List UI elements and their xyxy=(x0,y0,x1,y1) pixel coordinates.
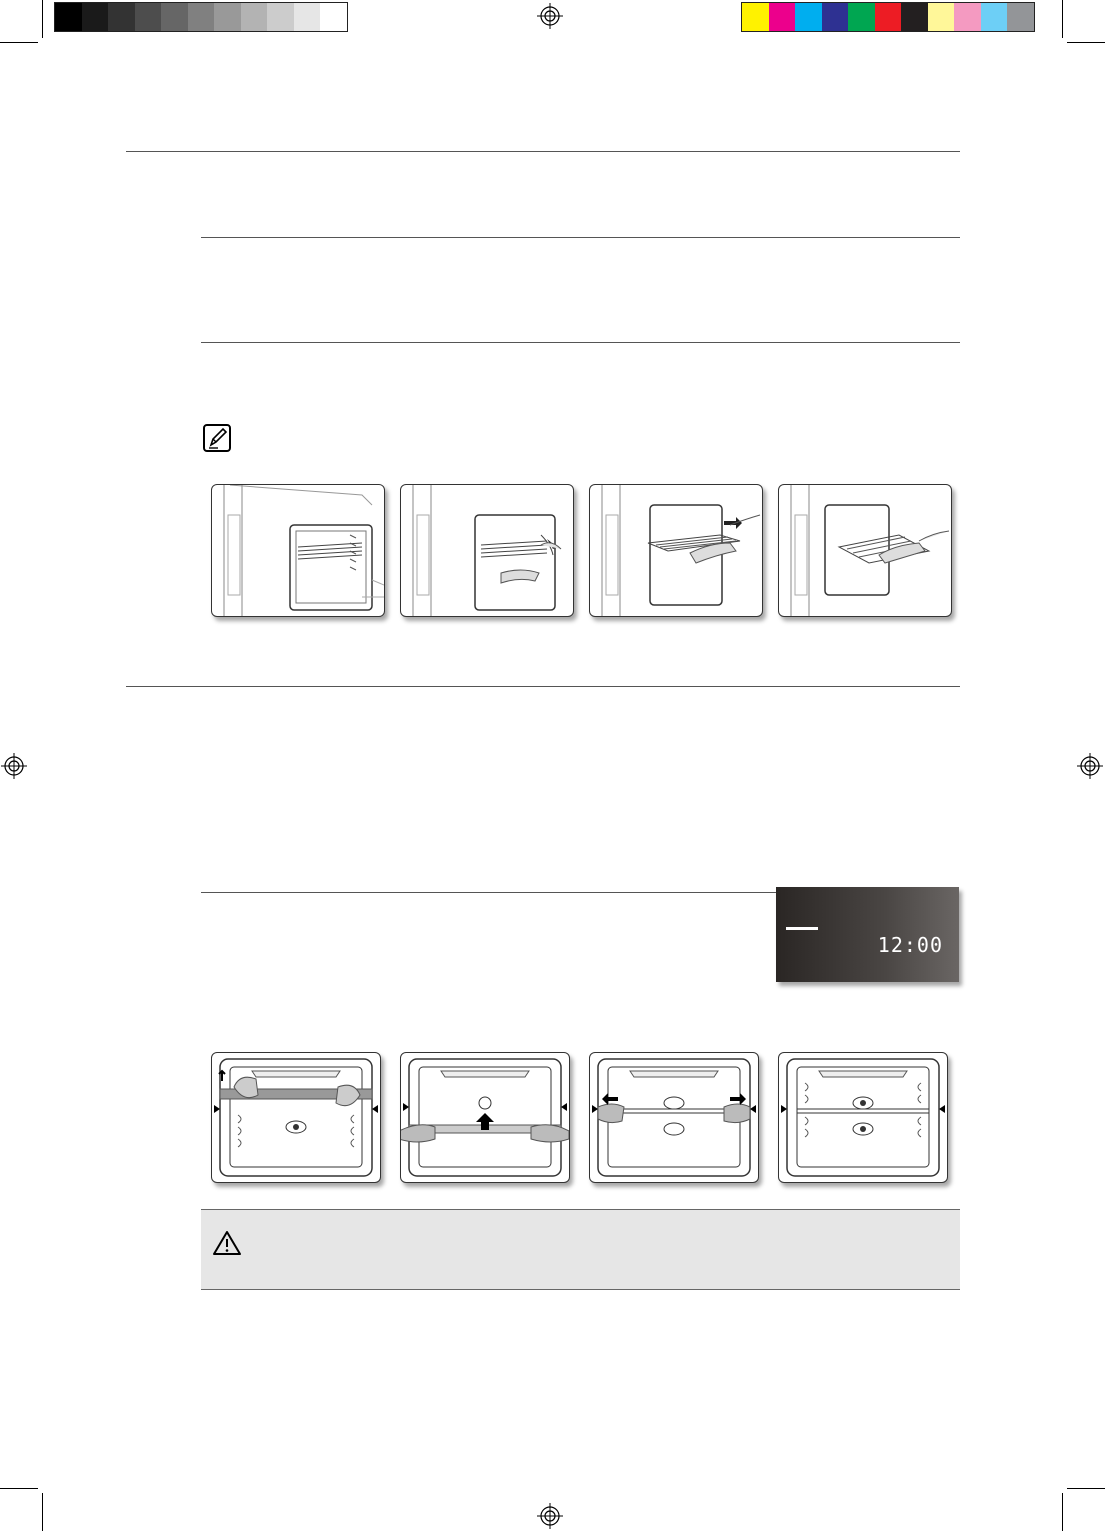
divider-step-1 xyxy=(211,1052,381,1183)
gray-swatch xyxy=(320,3,347,31)
gray-swatch xyxy=(188,3,215,31)
color-swatch xyxy=(981,3,1008,31)
subsection-divider xyxy=(201,892,776,893)
color-swatch xyxy=(742,3,769,31)
color-swatch xyxy=(822,3,849,31)
display-time: 12:00 xyxy=(877,933,943,957)
gray-swatch xyxy=(214,3,241,31)
caution-box xyxy=(201,1209,960,1290)
gray-swatch xyxy=(161,3,188,31)
gray-calibration-bar xyxy=(54,2,348,32)
gray-swatch xyxy=(135,3,162,31)
color-calibration-bar xyxy=(741,2,1035,32)
section-divider xyxy=(126,151,960,152)
rack-removal-step-2 xyxy=(400,484,574,617)
registration-mark-icon xyxy=(537,1503,563,1529)
crop-mark xyxy=(42,1493,43,1531)
display-segment xyxy=(786,927,818,930)
divider-step-2 xyxy=(400,1052,570,1183)
crop-mark xyxy=(0,1488,38,1489)
color-swatch xyxy=(1007,3,1034,31)
color-swatch xyxy=(928,3,955,31)
gray-swatch xyxy=(267,3,294,31)
note-pencil-icon xyxy=(202,423,232,453)
rack-removal-step-3 xyxy=(589,484,763,617)
divider-step-4 xyxy=(778,1052,948,1183)
crop-mark xyxy=(1067,42,1105,43)
color-swatch xyxy=(901,3,928,31)
color-swatch xyxy=(954,3,981,31)
rack-removal-step-4 xyxy=(778,484,952,617)
color-swatch xyxy=(848,3,875,31)
color-swatch xyxy=(875,3,902,31)
gray-swatch xyxy=(241,3,268,31)
registration-mark-icon xyxy=(1077,753,1103,779)
crop-mark xyxy=(1062,0,1063,38)
warning-triangle-icon xyxy=(212,1230,242,1256)
registration-mark-icon xyxy=(537,3,563,29)
crop-mark xyxy=(42,0,43,38)
gray-swatch xyxy=(108,3,135,31)
crop-mark xyxy=(1067,1488,1105,1489)
crop-mark xyxy=(0,42,38,43)
divider-step-3 xyxy=(589,1052,759,1183)
crop-mark xyxy=(1062,1493,1063,1531)
registration-mark-icon xyxy=(1,753,27,779)
oven-display xyxy=(776,887,959,982)
rack-removal-step-1 xyxy=(211,484,385,617)
gray-swatch xyxy=(294,3,321,31)
subsection-divider xyxy=(201,342,960,343)
color-swatch xyxy=(795,3,822,31)
subsection-divider xyxy=(201,237,960,238)
color-swatch xyxy=(769,3,796,31)
gray-swatch xyxy=(55,3,82,31)
section-divider xyxy=(126,686,960,687)
gray-swatch xyxy=(82,3,109,31)
